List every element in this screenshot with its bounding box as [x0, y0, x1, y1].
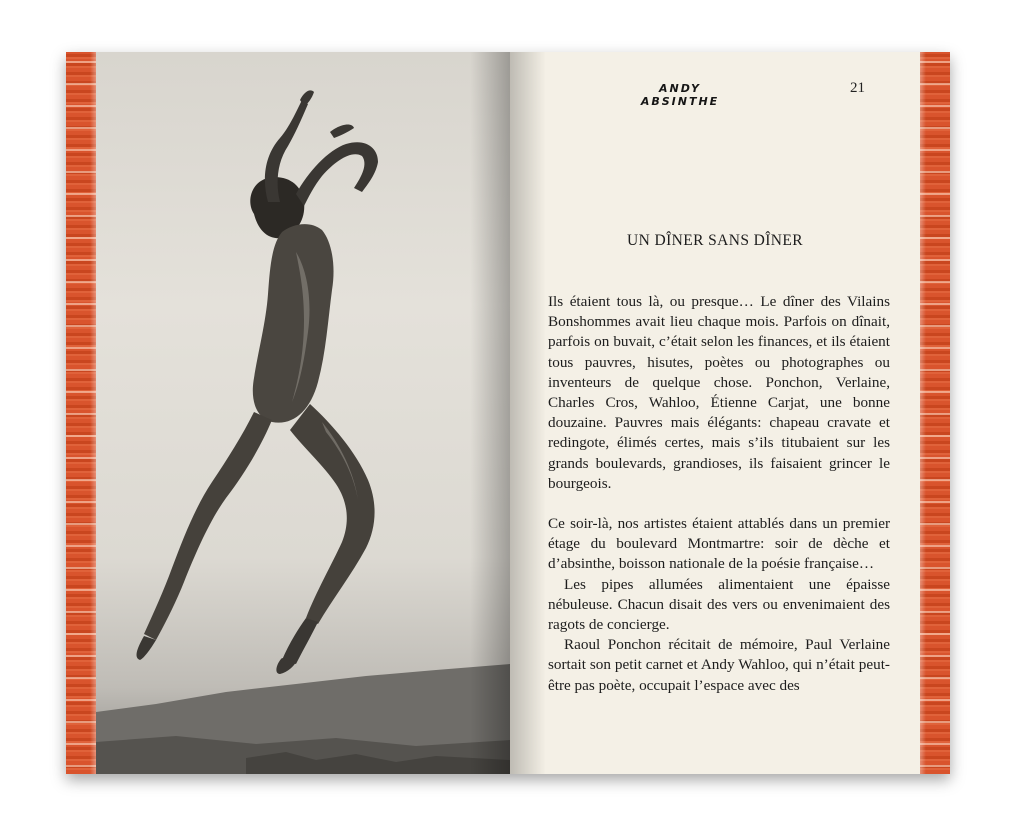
left-page [96, 52, 510, 774]
chapter-title: UN DÎNER SANS DÎNER [627, 232, 803, 249]
dancer-photo-image [96, 52, 510, 774]
paragraph: Ils étaient tous là, ou presque… Le dîner des Vilains Bonshommes avait lieu chaque mois. Parfois on dînait, parfois on buvait, c’était selon les finances, et ils étaient tous pauvres, hisutes, poètes ou photographes ou inventeurs de quelque chose. Ponchon, Verlaine, Charles Cros, Wahloo, Étienne Carjat, une bonne douzaine. Pauvres mais élégants: chapeau cravate et redingote, élimés certes, mais s’ils titubaient sur les grands boulevards, grandioses, ils faisaient grincer le bourgeois. [548, 293, 890, 492]
paragraph: Raoul Ponchon récitait de mémoire, Paul Verlaine sortait son petit carnet et Andy Wahloo, qui n’était peut-être pas poète, occupait l’espace avec des [548, 636, 890, 694]
left-page-edge [66, 52, 96, 774]
running-head: ANDY ABSINTHE [640, 82, 720, 108]
gutter-shadow-left [470, 52, 510, 774]
right-page-edge [920, 52, 950, 774]
body-text [548, 292, 890, 696]
dancer-photograph [96, 52, 510, 774]
right-page [510, 52, 920, 774]
page-number: 21 [850, 80, 865, 96]
paragraph: Ce soir-là, nos artistes étaient attablés dans un premier étage du boulevard Montmartre: soir de dèche et d’absinthe, boisson nationale de la poésie française… [548, 515, 890, 573]
paragraph: Les pipes allumées alimentaient une épaisse nébuleuse. Chacun disait des vers ou envenimaient des ragots de concierge. [548, 575, 890, 634]
gutter-shadow-right [510, 52, 546, 774]
open-book [66, 52, 950, 774]
